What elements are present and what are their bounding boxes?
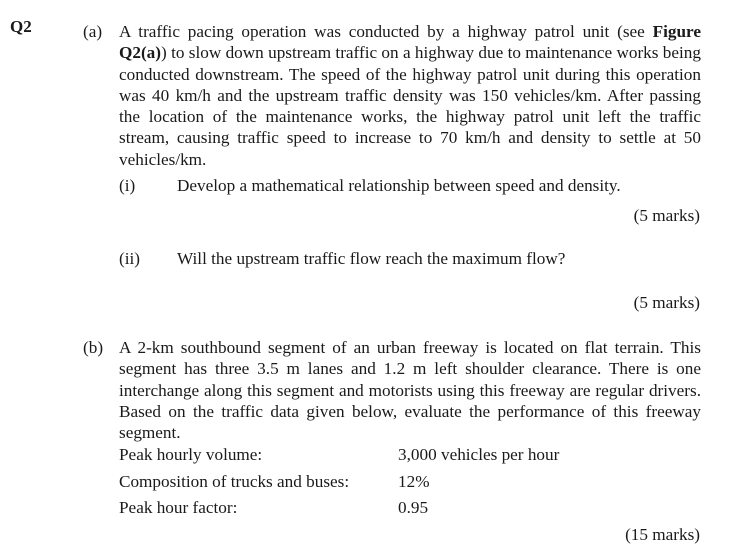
data-label-phf: Peak hour factor: <box>119 498 238 517</box>
part-a-label: (a) <box>83 22 103 41</box>
part-b-marks: (15 marks) <box>625 525 700 544</box>
sub-ii-marks: (5 marks) <box>633 293 700 312</box>
data-value-trucks: 12% <box>398 472 430 491</box>
sub-ii-label: (ii) <box>119 249 140 268</box>
part-a-text-end: ) to slow down upstream traffic on a highway due to maintenance works being conducted downstream. The speed of the highway patrol unit during this operation was 40 km/h and the upstream traffic density was 150 vehicles/km. After passing the location of the maintenance works, the highway patrol unit left the traffic stream, causing traffic speed to increase to 70 km/h and density to settle at 50 vehicles/km. <box>119 43 701 169</box>
data-label-trucks: Composition of trucks and buses: <box>119 472 350 491</box>
data-value-volume: 3,000 vehicles per hour <box>398 445 560 464</box>
part-a-text-start: A traffic pacing operation was conducted by a highway patrol unit (see <box>119 22 653 41</box>
sub-i-marks: (5 marks) <box>633 206 700 225</box>
sub-i-text: Develop a mathematical relationship between speed and density. <box>177 176 621 195</box>
question-number: Q2 <box>10 17 32 36</box>
data-value-phf: 0.95 <box>398 498 429 517</box>
part-a-text <box>119 21 701 170</box>
sub-i-label: (i) <box>119 176 136 195</box>
part-b-text: A 2-km southbound segment of an urban freeway is located on flat terrain. This segment has three 3.5 m lanes and 1.2 m left shoulder clearance. There is one interchange along this segment and motorists using this freeway are regular drivers. Based on the traffic data given below, evaluate the performance of this freeway segment. <box>119 338 701 443</box>
data-label-volume: Peak hourly volume: <box>119 445 263 464</box>
part-b-label: (b) <box>83 338 104 357</box>
sub-ii-text: Will the upstream traffic flow reach the maximum flow? <box>177 249 566 268</box>
figure-reference: Figure Q2(a) <box>119 22 701 63</box>
